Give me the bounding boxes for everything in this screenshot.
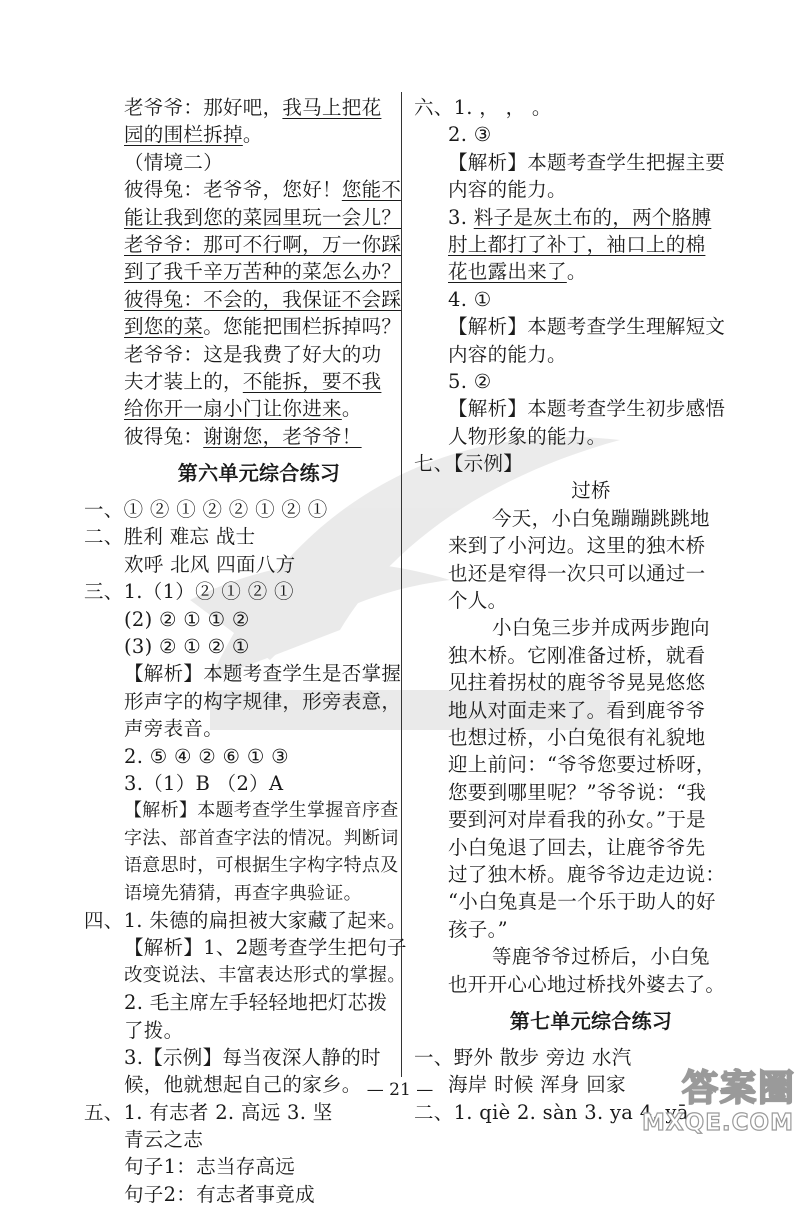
essay-line: 个人。 <box>448 589 508 613</box>
essay-title: 过桥 <box>571 479 611 503</box>
essay-line: 也开开心心地过桥找外婆去了。 <box>448 972 726 996</box>
analysis-line: 内容的能力。 <box>448 178 567 202</box>
analysis-line: 改变说法、丰富表达形式的掌握。 <box>124 964 407 986</box>
answer-line: 海岸 时候 浑身 回家 <box>448 1073 626 1097</box>
text-line: 老爷爷：这是我费了好大的功 <box>124 342 382 366</box>
answer-line: 2. ③ <box>448 123 492 147</box>
page-number: — 21 — <box>366 1080 434 1100</box>
text-line: 能让我到您的菜园里玩一会儿？ <box>124 205 402 229</box>
text-line: （情境二） <box>124 150 224 174</box>
answer-line: 一、① ② ① ② ② ① ② ① <box>84 498 328 522</box>
answer-line: 花也露出来了。 <box>448 260 587 284</box>
essay-line: 迎上前问：“爷爷您要过桥呀， <box>448 753 716 777</box>
answer-line: 句子1：志当存高远 <box>124 1155 296 1179</box>
analysis-line: 声旁表音。 <box>124 717 224 741</box>
analysis-line: 语意思时，可根据生字构字特点及 <box>124 855 399 877</box>
text-line: 老爷爷：那可不行啊，万一你踩 <box>124 232 402 256</box>
text-line: 到您的菜。您能把围栏拆掉吗？ <box>124 315 402 339</box>
analysis-line: 【解析】本题考查学生初步感悟 <box>448 397 726 421</box>
essay-line: “小白兔真是一个乐于助人的好 <box>448 890 716 914</box>
answer-line: 候，他就想起自己的家乡。 <box>124 1073 362 1097</box>
answer-line: 句子2：有志者事竟成 <box>124 1182 315 1206</box>
answer-line: 二、胜利 难忘 战士 <box>84 525 256 549</box>
answer-line: 四、1. 朱德的扁担被大家藏了起来。 <box>84 908 407 932</box>
analysis-line: 【解析】1、2题考查学生把句子 <box>124 936 407 960</box>
essay-line: 孩子。” <box>448 917 508 941</box>
answer-line: 4. ① <box>448 287 492 311</box>
analysis-line: 字法、部首查字法的情况。判断词 <box>124 827 399 849</box>
answer-line: 2. 毛主席左手轻轻地把灯芯拨 <box>124 991 388 1015</box>
watermark-char: 答 <box>681 1068 718 1109</box>
essay-line: 也想过桥，小白兔很有礼貌地 <box>448 725 706 749</box>
answer-line: (3) ② ① ② ① <box>124 635 250 659</box>
watermark-char: 案 <box>719 1068 756 1109</box>
section-title-unit7: 第七单元综合练习 <box>509 1008 673 1033</box>
answer-line: 三、1.（1）② ① ② ① <box>84 580 294 604</box>
answer-line: 六、1. ， ， 。 <box>414 96 552 119</box>
essay-line: 小白兔三步并成两步跑向 <box>492 616 710 640</box>
site-watermark <box>626 1068 794 1142</box>
answer-line: 二、1. qiè 2. sàn 3. ya 4. yā <box>414 1100 689 1124</box>
right-column <box>414 94 734 1126</box>
answer-line: 3.【示例】每当夜深人静的时 <box>124 1045 381 1069</box>
essay-line: 等鹿爷爷过桥后，小白兔 <box>492 945 710 969</box>
answer-line: 青云之志 <box>124 1128 204 1152</box>
analysis-line: 【解析】本题考查学生是否掌握 <box>124 662 402 686</box>
text-line: 彼得兔：不会的，我保证不会踩 <box>124 287 402 311</box>
essay-line: 过了独木桥。鹿爷爷边走边说： <box>448 862 726 886</box>
answer-line: 3.（1）B （2）A <box>124 771 284 795</box>
essay-line: 来到了小河边。这里的独木桥 <box>448 534 706 558</box>
answer-line: 五、1. 有志者 2. 高远 3. 坚 <box>84 1100 333 1124</box>
answer-line: 肘上都打了补丁，袖口上的棉 <box>448 232 706 256</box>
essay-line: 地从对面走来了。看到鹿爷爷 <box>448 698 706 722</box>
watermark-url: MXQE.COM <box>642 1110 794 1136</box>
essay-line: 要到河对岸看我的孙女。”于是 <box>448 808 706 832</box>
analysis-line: 【解析】本题考查学生理解短文 <box>448 315 726 339</box>
essay-line: 独木桥。它刚准备过桥，就看 <box>448 643 706 667</box>
analysis-line: 人物形象的能力。 <box>448 424 607 448</box>
analysis-line: 语境先猜猜，再查字典验证。 <box>124 882 362 904</box>
text-line: 园的围栏拆掉。 <box>124 123 263 147</box>
left-column <box>84 94 407 1208</box>
text-line: 夫才装上的，不能拆，要不我 <box>124 369 382 393</box>
text-line: 到了我千辛万苦种的菜怎么办？ <box>124 260 402 284</box>
answer-line: 5. ② <box>448 369 492 393</box>
text-line: 彼得兔：谢谢您，老爷爷！ <box>124 424 362 448</box>
essay-line: 您要到哪里呢？”爷爷说：“我 <box>448 780 707 804</box>
text-line: 给你开一扇小门让你进来。 <box>124 397 362 421</box>
essay-line: 见拄着拐杖的鹿爷爷晃晃悠悠 <box>448 671 706 695</box>
essay-line: 小白兔退了回去，让鹿爷爷先 <box>448 835 706 859</box>
answer-line: 3. 料子是灰土布的，两个胳膊 <box>448 205 712 229</box>
analysis-line: 【解析】本题考查学生把握主要 <box>448 150 726 174</box>
answer-line: 了拨。 <box>124 1018 184 1042</box>
analysis-line: 内容的能力。 <box>448 342 567 366</box>
analysis-line: 【解析】本题考查学生掌握音序查 <box>124 800 399 822</box>
text-line: 老爷爷：那好吧，我马上把花 <box>124 96 382 119</box>
essay-line: 也还是窄得一次只可以通过一 <box>448 561 706 585</box>
watermark-char: 圈 <box>757 1068 794 1109</box>
text-line: 彼得兔：老爷爷，您好！您能不 <box>124 178 402 202</box>
answer-line: 2. ⑤ ④ ② ⑥ ① ③ <box>124 744 289 768</box>
answer-line: 一、野外 散步 旁边 水汽 <box>414 1045 632 1069</box>
answer-line: 欢呼 北风 四面八方 <box>124 552 296 576</box>
essay-line: 今天，小白兔蹦蹦跳跳地 <box>492 506 710 530</box>
answer-line: 七、【示例】 <box>414 452 524 476</box>
section-title-unit6: 第六单元综合练习 <box>177 461 341 486</box>
analysis-line: 形声字的构字规律，形旁表意， <box>124 689 402 713</box>
answer-line: (2) ② ① ① ② <box>124 607 250 631</box>
